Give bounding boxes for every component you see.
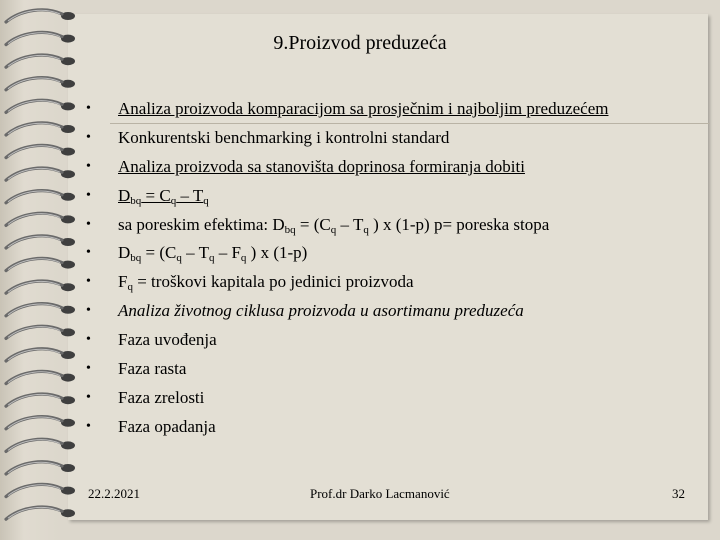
- list-item: [86, 156, 686, 178]
- spiral-ring: [6, 213, 75, 225]
- bullet-dot: •: [86, 418, 91, 434]
- list-item: [86, 214, 686, 236]
- bullet-dot: •: [86, 274, 91, 290]
- spiral-ring: [6, 349, 75, 361]
- bullet-dot: •: [86, 332, 91, 348]
- spiral-ring: [6, 371, 75, 383]
- footer-date: 22.2.2021: [88, 486, 140, 501]
- bullet-dot: •: [86, 389, 91, 405]
- spiral-ring: [6, 507, 75, 519]
- bullet-dot: •: [86, 129, 91, 145]
- list-item: [86, 416, 686, 438]
- bullet-text: $D_{bq} = C_q - T_q$: [118, 185, 209, 207]
- spiral-ring: [6, 304, 75, 316]
- list-item: [86, 358, 686, 380]
- footer-author: Prof.dr Darko Lacmanović: [310, 486, 450, 501]
- bullet-text: Analiza životnog ciklusa proizvoda u asortimanu preduzeća: [118, 301, 524, 321]
- list-item: [86, 98, 686, 120]
- spiral-ring: [6, 145, 75, 157]
- bullet-dot: •: [86, 245, 91, 261]
- spiral-ring: [6, 191, 75, 203]
- spiral-ring: [6, 100, 75, 112]
- spiral-ring: [6, 394, 75, 406]
- list-item: [86, 271, 686, 293]
- bullet-dot: •: [86, 101, 91, 116]
- bullet-dot: •: [86, 216, 91, 232]
- spiral-ring: [6, 55, 75, 67]
- bullet-text: Faza opadanja: [118, 416, 216, 436]
- slide-title: 9.Proizvod preduzeća: [273, 32, 447, 54]
- bullet-dot: •: [86, 361, 91, 377]
- list-item: [86, 185, 686, 207]
- bullet-text: Faza zrelosti: [118, 387, 205, 407]
- bullet-list: [86, 98, 686, 445]
- bullet-text: Faza rasta: [118, 359, 187, 379]
- spiral-ring: [6, 462, 75, 474]
- list-item: [86, 387, 686, 409]
- list-item: [86, 300, 686, 322]
- spiral-ring: [6, 484, 75, 496]
- spiral-ring: [6, 168, 75, 180]
- bullet-dot: •: [86, 187, 91, 203]
- list-item: [86, 242, 686, 264]
- spiral-ring: [6, 417, 75, 429]
- spiral-ring: [6, 281, 75, 293]
- spiral-ring: [6, 78, 75, 90]
- bullet-text: Analiza proizvoda komparacijom sa prosječnim i najboljim preduzećem: [118, 99, 609, 118]
- bullet-text: $F_q$ = troškovi kapitala po jedinici proizvoda: [118, 272, 414, 294]
- footer-page-number: 32: [672, 486, 685, 501]
- spiral-ring: [6, 236, 75, 248]
- bullet-text: sa poreskim efektima: $D_{bq} = (C_q - T_q$ ) x (1-p) p= poreska stopa: [118, 214, 550, 236]
- list-item: [86, 127, 686, 149]
- bullet-text: Konkurentski benchmarking i kontrolni standard: [118, 127, 450, 147]
- list-item: [86, 329, 686, 351]
- spiral-ring: [6, 326, 75, 338]
- spiral-binding: [0, 0, 90, 540]
- bullet-dot: •: [86, 158, 91, 174]
- spiral-ring: [6, 123, 75, 135]
- spiral-ring: [6, 10, 75, 22]
- bullet-text: Analiza proizvoda sa stanovišta doprinosa formiranja dobiti: [118, 156, 525, 176]
- spiral-ring: [6, 439, 75, 451]
- spiral-ring: [6, 258, 75, 270]
- bullet-dot: •: [86, 303, 91, 319]
- bullet-text: $D_{bq} = (C_q - T_q - F_q$ ) x (1-p): [118, 243, 308, 265]
- bullet-text: Faza uvođenja: [118, 330, 217, 350]
